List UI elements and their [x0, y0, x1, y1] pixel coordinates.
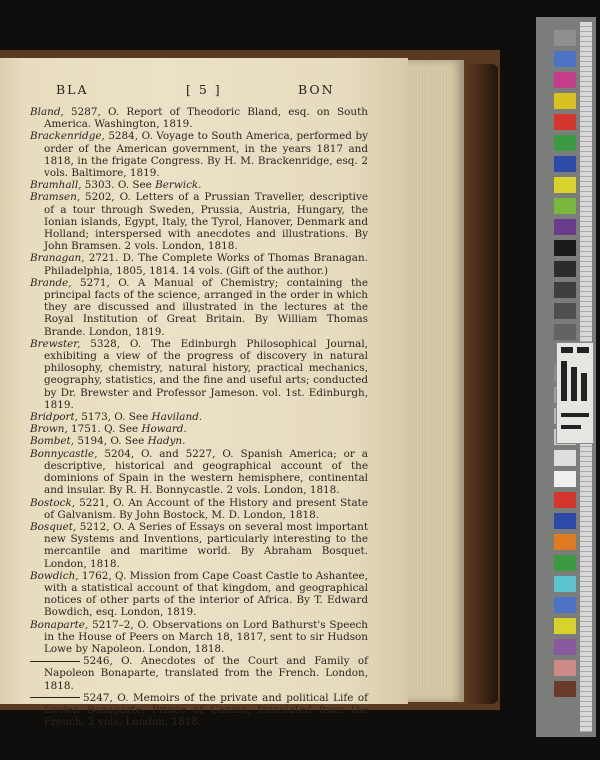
entry-text: 5328, O. The Edinburgh Philosophical Journal, exhibiting a view of the progress of discovery in natural philosophy, chemistry, natural history, practical mechanics, geography, statistics, and the fine and useful arts; conducted by Dr. Brewster and Professor Jameson. vol. 1st. Edinburgh, 1819. — [44, 337, 368, 411]
entry-author: Bland, — [30, 106, 64, 118]
color-swatch — [554, 324, 576, 340]
entry-text: 5271, O. A Manual of Chemistry; containing the principal facts of the science, arranged in the order in which they are discussed and illustrated in the lectures at the Royal Institution of Great Britain. By William Thomas Brande. London, 1819. — [44, 276, 368, 338]
color-swatch — [554, 660, 576, 676]
catalog-entry — [30, 277, 368, 338]
entry-text: 1751. Q. See — [67, 423, 142, 436]
entry-text: 5303. O. See — [81, 179, 156, 192]
catalog-entry — [30, 423, 368, 435]
entry-text: 5217–2, O. Observations on Lord Bathurst's Speech in the House of Peers on March 18, 1817, sent to sir Hudson Lowe by Napoleon. London, 1818. — [44, 618, 368, 655]
catalog-entry — [30, 252, 368, 276]
ditto-dash — [30, 697, 80, 698]
entry-text: 5194, O. See — [74, 435, 148, 448]
color-swatch — [554, 534, 576, 550]
catalog-entry — [30, 570, 368, 619]
entry-author: Bosquet, — [30, 520, 77, 533]
entry-text: 2721. D. The Complete Works of Thomas Branagan. Philadelphia, 1805, 1814. 14 vols. (Gift of the author.) — [44, 252, 368, 277]
entry-author: Bridport, — [30, 411, 78, 424]
color-swatch — [554, 30, 576, 46]
entry-text: 5212, O. A Series of Essays on several most important new Systems and Inventions, particularly interesting to the mercantile and maritime world. By Abraham Bosquet. London, 1818. — [44, 520, 368, 570]
catalog-entry — [30, 521, 368, 570]
color-swatch — [554, 240, 576, 256]
color-swatch — [554, 114, 576, 130]
catalog-entries — [30, 106, 368, 728]
catalog-entry — [30, 191, 368, 252]
color-swatch — [554, 51, 576, 67]
color-swatch — [554, 303, 576, 319]
color-swatch — [554, 555, 576, 571]
entry-author: Branagan, — [30, 252, 85, 265]
color-swatch — [554, 576, 576, 592]
color-swatch — [554, 219, 576, 235]
color-swatch — [554, 135, 576, 151]
color-swatch — [554, 93, 576, 109]
entry-text: 5247, O. Memoirs of the private and political Life of Lucien Bonaparte, Prince of Canino, translated from the French. 2 vols. London, 1818. — [44, 691, 368, 729]
entry-author: Bramhall, — [30, 179, 82, 192]
entry-cross-reference: Haviland. — [151, 411, 203, 424]
color-swatch — [554, 282, 576, 298]
color-swatch — [554, 471, 576, 487]
entry-text: 5173, O. See — [77, 411, 152, 424]
entry-author: Bramsen, — [30, 191, 81, 204]
catalog-entry — [30, 692, 368, 729]
entry-author: Brewster, — [30, 337, 81, 350]
entry-cross-reference: Berwick. — [155, 179, 202, 192]
color-swatch — [554, 72, 576, 88]
catalog-entry — [30, 130, 368, 179]
entry-text: 5204, O. and 5227, O. Spanish America; or a descriptive, historical and geographical account of the dominions of Spain in the western hemisphere, continental and insular. By R. H. Bonnycastle. 2 vols. London, 1818. — [44, 447, 368, 497]
entry-cross-reference: Howard. — [141, 423, 187, 436]
catalog-entry — [30, 411, 368, 423]
color-swatch — [554, 639, 576, 655]
catalog-entry — [30, 619, 368, 656]
catalog-entry — [30, 655, 368, 692]
color-swatch — [554, 597, 576, 613]
catalog-entry — [30, 179, 368, 191]
entry-cross-reference: Hadyn. — [147, 435, 186, 448]
catalog-entry — [30, 106, 368, 130]
entry-author: Brande, — [30, 276, 72, 289]
entry-author: Bowdich, — [30, 569, 79, 582]
color-swatch — [554, 261, 576, 277]
entry-text: 5221, O. An Account of the History and present State of Galvanism. By John Bostock, M. D. London, 1818. — [44, 496, 368, 521]
book-binding-edge — [458, 64, 498, 704]
entry-author: Bombet, — [30, 435, 75, 448]
catalog-entry — [30, 338, 368, 411]
page-number: [ 5 ] — [186, 82, 222, 97]
color-swatch — [554, 513, 576, 529]
catalog-entry — [30, 448, 368, 497]
entry-text: 5284, O. Voyage to South America, performed by order of the American government, in the years 1817 and 1818, in the frigate Congress. By H. M. Brackenridge, esq. 2 vols. Baltimore, 1819. — [44, 130, 368, 180]
ditto-dash — [30, 661, 80, 662]
ruler-inset-target — [556, 342, 594, 444]
color-swatch — [554, 156, 576, 172]
catalog-entry — [30, 435, 368, 447]
entry-author: Brackenridge, — [30, 130, 105, 143]
color-swatch — [554, 450, 576, 466]
entry-text: 5246, O. Anecdotes of the Court and Family of Napoleon Bonaparte, translated from the French. London, 1818. — [44, 655, 368, 692]
entry-text: 1762, Q. Mission from Cape Coast Castle to Ashantee, with a statistical account of that kingdom, and geographical notices of other parts of the interior of Africa. By T. Edward Bowdich, esq. London, 1819. — [44, 569, 368, 619]
page-edges — [404, 60, 464, 702]
entry-text: 5287, O. Report of Theodoric Bland, esq. on South America. Washington, 1819. — [44, 106, 368, 131]
header-left-word: BLA — [56, 82, 89, 97]
color-swatch — [554, 618, 576, 634]
entry-text: 5202, O. Letters of a Prussian Traveller, descriptive of a tour through Sweden, Prussia, Austria, Hungary, the Ionian islands, Egypt, Italy, the Tyrol, Hanover, Denmark and Holland; interspersed with anecdotes and illustrations. By John Bramsen. 2 vols. London, 1818. — [44, 191, 368, 253]
color-swatch — [554, 492, 576, 508]
entry-author: Brown, — [30, 423, 68, 436]
entry-author: Bonaparte, — [30, 618, 89, 631]
color-swatch — [554, 177, 576, 193]
catalog-entry — [30, 497, 368, 521]
color-swatch — [554, 681, 576, 697]
entry-author: Bonnycastle, — [30, 447, 98, 460]
entry-author: Bostock, — [30, 496, 76, 509]
header-right-word: BON — [298, 82, 335, 97]
color-swatch — [554, 198, 576, 214]
